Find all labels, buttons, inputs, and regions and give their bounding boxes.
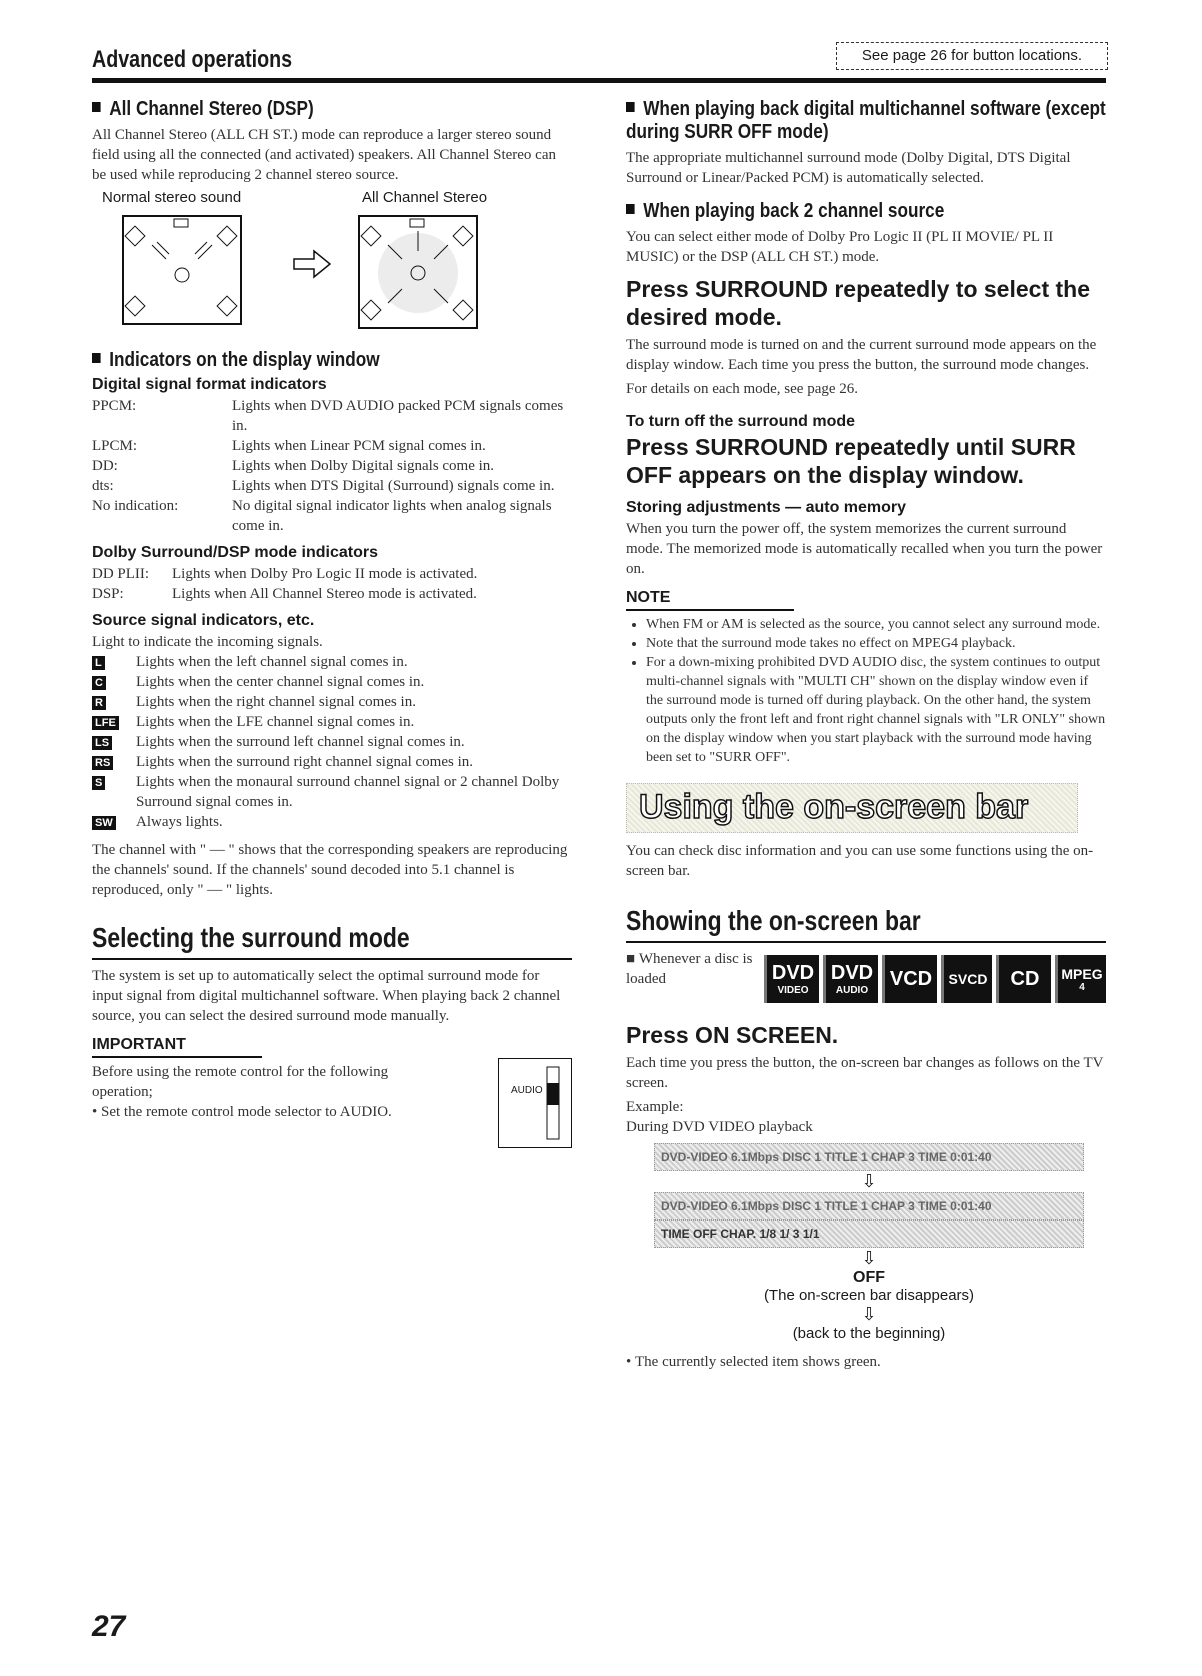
indicator-description: Lights when the surround right channel signal comes in. xyxy=(136,754,474,770)
indicator-key: No indication: xyxy=(92,498,179,514)
important-bullet: • Set the remote control mode selector to AUDIO. xyxy=(92,1104,392,1120)
dolby-mode-list xyxy=(92,564,572,604)
disc-type-badge: DVD AUDIO xyxy=(823,955,878,1003)
indicator-description: Lights when the left channel signal comes in. xyxy=(136,654,408,670)
important-rule xyxy=(92,1056,262,1058)
down-arrow-icon: ⇩ xyxy=(861,1304,877,1324)
banner-body: You can check disc information and you can use some functions using the on-screen bar. xyxy=(626,843,1094,879)
source-signal-list xyxy=(92,652,572,832)
indicator-description: Lights when the center channel signal comes in. xyxy=(136,674,425,690)
indicator-description: Lights when the monaural surround channel signal or 2 channel Dolby Surround signal comes in. xyxy=(136,774,560,810)
disc-type-badge: SVCD xyxy=(941,955,992,1003)
indicator-description: Lights when the LFE channel signal comes in. xyxy=(136,714,415,730)
page-reference-box: See page 26 for button locations. xyxy=(836,42,1108,70)
indicator-key: RS xyxy=(92,752,136,772)
indicator-description: Lights when DVD AUDIO packed PCM signals comes in. xyxy=(232,398,564,434)
example-label: Example: xyxy=(626,1099,684,1115)
indicator-description: Lights when All Channel Stereo mode is activated. xyxy=(172,586,477,602)
source-title: Source signal indicators, etc. xyxy=(92,612,315,629)
indicator-key: SW xyxy=(92,812,136,832)
indicator-key: LPCM: xyxy=(92,438,138,454)
note-rule xyxy=(626,609,794,611)
all-channel-diagram-icon xyxy=(358,215,478,329)
note-list xyxy=(626,615,1106,767)
back-note: (back to the beginning) xyxy=(792,1325,946,1342)
all-channel-label: All Channel Stereo xyxy=(362,189,488,206)
note-item: • For a down-mixing prohibited DVD AUDIO disc, the system continues to output multi-channel signals with "MULTI CH" shown on the display window even if the surround mode is turned off during playback. On the other hand, the system outputs only the front left and front right channel signals with "LR ONLY" shown on the display window when you start playback with the surround mode having been set to "SURR OFF". xyxy=(646,653,1106,767)
important-box xyxy=(92,1062,572,1122)
remote-selector-box xyxy=(498,1058,572,1148)
audio-label: AUDIO xyxy=(511,1085,543,1096)
step-surr-off: Press SURROUND repeatedly until SURR OFF appears on the display window. xyxy=(626,434,1076,488)
dolby-title: Dolby Surround/DSP mode indicators xyxy=(92,544,378,561)
important-body: Before using the remote control for the following operation; xyxy=(92,1064,389,1100)
mode-selector-switch-icon xyxy=(543,1065,563,1141)
off-note: (The on-screen bar disappears) xyxy=(763,1287,975,1304)
speaker-diagram xyxy=(92,189,572,329)
indicator-key: DD PLII: xyxy=(92,566,150,582)
indicator-description: Always lights. xyxy=(136,814,223,830)
footnote: • The currently selected item shows green. xyxy=(626,1354,881,1370)
indicators-heading: Indicators on the display window xyxy=(92,349,505,372)
osd-bar-2-bottom: TIME OFF CHAP. 1/8 1/ 3 1/1 xyxy=(654,1220,1084,1248)
indicator-key: C xyxy=(92,672,136,692)
indicator-key: S xyxy=(92,772,136,812)
normal-stereo-diagram-icon xyxy=(122,215,242,325)
step-select-mode: Press SURROUND repeatedly to select the desired mode. xyxy=(626,276,1090,330)
right-column xyxy=(626,98,1106,1372)
selecting-rule xyxy=(92,958,572,960)
onscreen-banner: Using the on-screen bar xyxy=(626,783,1078,833)
osd-bar-1: DVD-VIDEO 6.1Mbps DISC 1 TITLE 1 CHAP 3 TIME 0:01:40 xyxy=(654,1143,1084,1171)
indicator-key: DSP: xyxy=(92,586,124,602)
indicator-key: DD: xyxy=(92,458,118,474)
indicator-description: Lights when Dolby Pro Logic II mode is activated. xyxy=(172,566,478,582)
source-intro: Light to indicate the incoming signals. xyxy=(92,634,323,650)
osd-bar-2-top: DVD-VIDEO 6.1Mbps DISC 1 TITLE 1 CHAP 3 TIME 0:01:40 xyxy=(654,1192,1084,1220)
disc-type-badge: DVD VIDEO xyxy=(764,955,819,1003)
indicator-key: R xyxy=(92,692,136,712)
step-select-body: The surround mode is turned on and the current surround mode appears on the display window. Each time you press the button, the surround mode changes. xyxy=(626,337,1097,373)
indicator-description: Lights when DTS Digital (Surround) signals come in. xyxy=(232,478,555,494)
digital-format-list xyxy=(92,396,572,536)
header-title: Advanced operations xyxy=(92,46,293,73)
note-item: • When FM or AM is selected as the source, you cannot select any surround mode. xyxy=(646,615,1106,634)
indicator-key: L xyxy=(92,652,136,672)
disc-type-badge: MPEG 4 xyxy=(1055,955,1106,1003)
indicator-description: Lights when the right channel signal comes in. xyxy=(136,694,416,710)
down-arrow-icon: ⇩ xyxy=(861,1248,877,1268)
selecting-section xyxy=(92,922,572,1122)
indicator-description: No digital signal indicator lights when analog signals come in. xyxy=(232,498,552,534)
two-channel-heading: When playing back 2 channel source xyxy=(626,200,1039,223)
indicator-description: Lights when the surround left channel signal comes in. xyxy=(136,734,465,750)
step-select-ref: For details on each mode, see page 26. xyxy=(626,381,859,397)
osd-sequence xyxy=(654,1143,1084,1342)
multichannel-body: The appropriate multichannel surround mode (Dolby Digital, DTS Digital Surround or Linear/Packed PCM) is automatically selected. xyxy=(626,150,1071,186)
left-column xyxy=(92,98,572,1122)
indicator-key: LS xyxy=(92,732,136,752)
whenever-text: ■ Whenever a disc is loaded xyxy=(626,951,753,987)
disc-type-badge: CD xyxy=(996,955,1051,1003)
note-title: NOTE xyxy=(626,589,671,606)
important-title: IMPORTANT xyxy=(92,1036,186,1053)
down-arrow-icon: ⇩ xyxy=(861,1171,877,1191)
arrow-icon xyxy=(292,249,332,279)
off-label: OFF xyxy=(853,1269,885,1286)
two-channel-body: You can select either mode of Dolby Pro Logic II (PL II MOVIE/ PL II MUSIC) or the DSP (ALL CH ST.) mode. xyxy=(626,229,1054,265)
header-rule xyxy=(92,78,1106,83)
indicator-description: Lights when Dolby Digital signals come in. xyxy=(232,458,495,474)
disc-type-row xyxy=(626,949,1106,1003)
indicator-key: LFE xyxy=(92,712,136,732)
during-label: During DVD VIDEO playback xyxy=(626,1119,813,1135)
disc-type-badge: VCD xyxy=(882,955,937,1003)
all-channel-body: All Channel Stereo (ALL CH ST.) mode can reproduce a larger stereo sound field using all the connected (and activated) speakers. All Channel Stereo can be used while reproducing 2 channel stereo source. xyxy=(92,127,556,183)
storing-body: When you turn the power off, the system memorizes the current surround mode. The memorized mode is automatically recalled when you turn the power on. xyxy=(626,521,1103,577)
disc-type-buttons xyxy=(764,955,1106,1003)
storing-title: Storing adjustments — auto memory xyxy=(626,499,907,516)
step-on-screen: Press ON SCREEN. xyxy=(626,1022,839,1048)
turnoff-title: To turn off the surround mode xyxy=(626,413,856,430)
digital-format-title: Digital signal format indicators xyxy=(92,376,327,393)
selecting-body: The system is set up to automatically select the optimal surround mode for input signal from digital multichannel software. When playing back 2 channel source, you can select the desired surround mode manually. xyxy=(92,968,561,1024)
show-onscreen-rule xyxy=(626,941,1106,943)
page-number: 27 xyxy=(92,1610,126,1643)
indicator-key: PPCM: xyxy=(92,398,137,414)
show-onscreen-title: Showing the on-screen bar xyxy=(626,905,921,936)
note-item: • Note that the surround mode takes no effect on MPEG4 playback. xyxy=(646,634,1106,653)
indicator-description: Lights when Linear PCM signal comes in. xyxy=(232,438,486,454)
source-note: The channel with " — " shows that the corresponding speakers are reproducing the channels' sound. If the channels' sound decoded into 5.1 channel is reproduced, only " — " lights. xyxy=(92,842,568,898)
normal-stereo-label: Normal stereo sound xyxy=(102,189,242,206)
multichannel-heading: When playing back digital multichannel software (except during SURR OFF mode) xyxy=(626,98,1106,143)
on-screen-body: Each time you press the button, the on-screen bar changes as follows on the TV screen. xyxy=(626,1055,1104,1091)
indicator-key: dts: xyxy=(92,478,114,494)
selecting-title: Selecting the surround mode xyxy=(92,922,410,953)
all-channel-heading: All Channel Stereo (DSP) xyxy=(92,98,505,121)
